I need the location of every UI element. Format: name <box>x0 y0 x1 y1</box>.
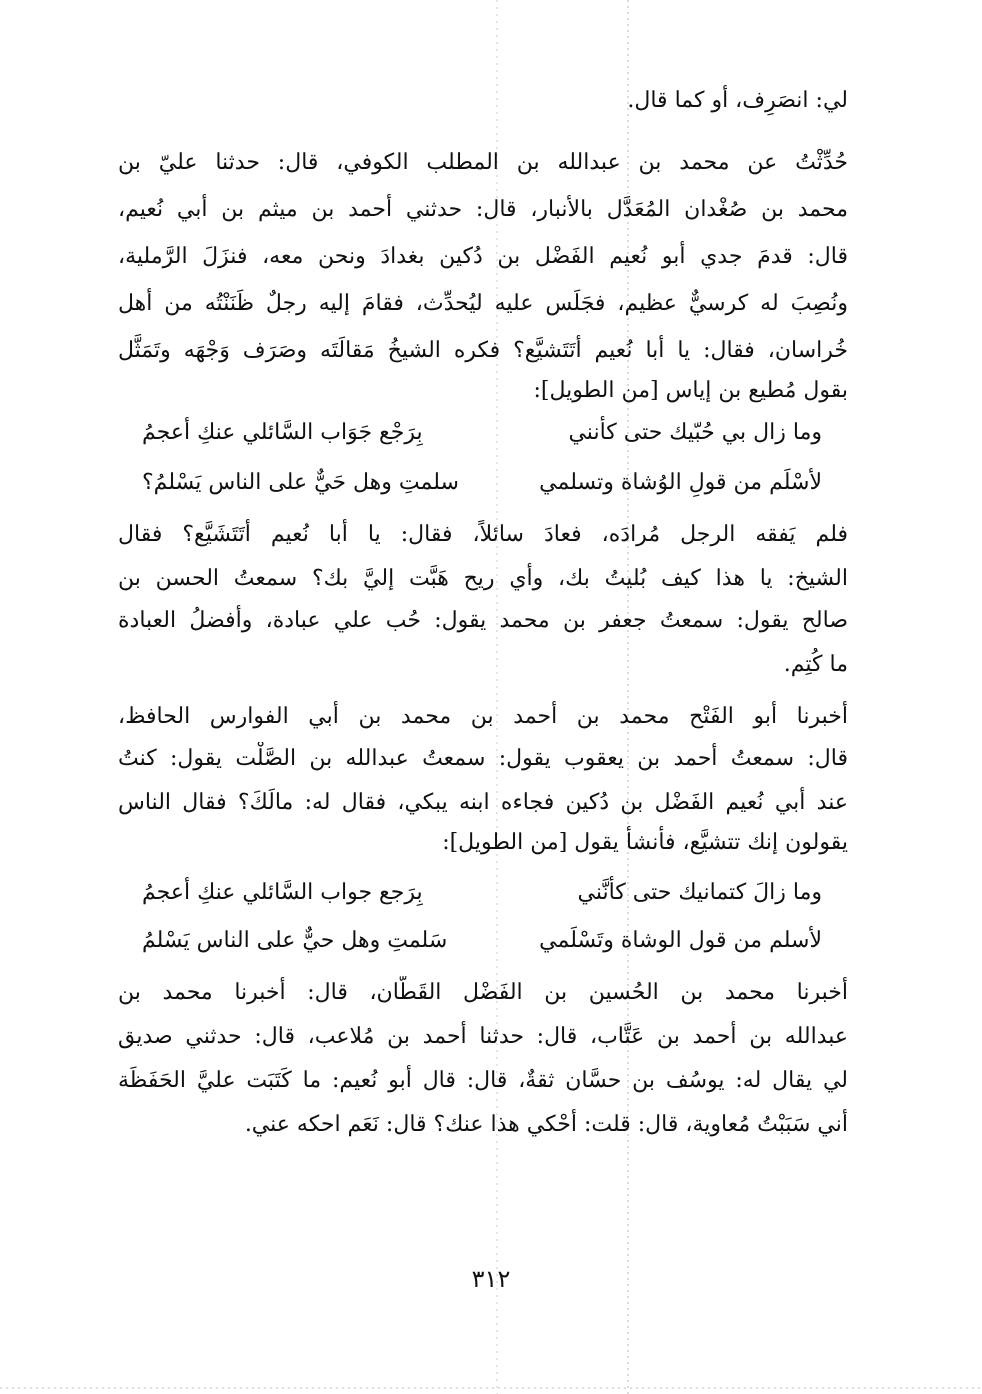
text-line: حُدِّثْتُ عن محمد بن عبدالله بن المطلب الكوفي، قال: حدثنا عليّ بن <box>118 150 848 175</box>
text-line: أخبرنا أبو الفَتْح محمد بن أحمد بن محمد بن أبي الفوارس الحافظ، <box>118 704 848 729</box>
text-line: قال: سمعتُ أحمد بن يعقوب يقول: سمعتُ عبدالله بن الصَّلْت يقول: كنتُ <box>118 746 848 771</box>
verse-hemistich-second: بِرَجع جواب السَّائلي عنكِ أعجمُ <box>142 880 423 905</box>
page-number: ٣١٢ <box>471 1265 511 1293</box>
verse-line <box>142 466 822 500</box>
verse-hemistich-first: وما زال بي حُبّيك حتى كأنني <box>568 420 822 445</box>
verse-line <box>142 924 822 958</box>
text-line: فلم يَفقه الرجل مُرادَه، فعادَ سائلاً، فقال: يا أبا نُعيم أتَتَشَيَّع؟ فقال <box>118 522 848 547</box>
verse-hemistich-first: وما زالَ كتمانيك حتى كأنَّني <box>577 880 822 905</box>
text-line: لي: انصَرِف، أو كما قال. <box>627 88 848 113</box>
verse-hemistich-first: لأسلم من قول الوشاة وتَسْلَمي <box>539 928 822 953</box>
text-line: صالح يقول: سمعتُ جعفر بن محمد يقول: حُب علي عبادة، وأفضلُ العبادة <box>118 608 848 633</box>
text-line: خُراسان، فقال: يا أبا نُعيم أتَتَشيَّع؟ فكره الشيخُ مَقالَتَه وصَرَف وَجْهَه وتَمَثَّل <box>118 338 848 363</box>
text-line: محمد بن صُغْدان المُعَدَّل بالأنبار، قال: حدثني أحمد بن ميثم بن أبي نُعيم، <box>118 197 848 222</box>
verse-hemistich-first: لأسْلَم من قولِ الوُشاة وتسلمي <box>539 470 822 495</box>
text-line: ما كُتِم. <box>783 652 848 677</box>
text-line: أخبرنا محمد بن الحُسين بن الفَضْل القَطَّان، قال: أخبرنا محمد بن <box>118 980 848 1005</box>
text-line: عند أبي نُعيم الفَضْل بن دُكين فجاءه ابنه يبكي، فقال له: مالَكَ؟ فقال الناس <box>118 790 848 815</box>
text-line: الشيخ: يا هذا كيف بُليتُ بك، وأي ريح هَبَّت إليَّ بك؟ سمعتُ الحسن بن <box>118 566 848 591</box>
text-line: عبدالله بن أحمد بن عَتَّاب، قال: حدثنا أحمد بن مُلاعب، قال: حدثني صديق <box>118 1024 848 1049</box>
text-line: أني سَبَبْتُ مُعاوية، قال: قلت: أحْكي هذا عنك؟ قال: نَعَم احكه عني. <box>244 1112 848 1137</box>
text-line: بقول مُطيع بن إياس [من الطويل]: <box>533 378 848 403</box>
text-line: ونُصِبَ له كرسيٌّ عظيم، فجَلَس عليه ليُحدِّث، فقامَ إليه رجلٌ ظَنَنْتُه من أهل <box>118 291 848 316</box>
verse-line <box>142 416 822 450</box>
verse-hemistich-second: سَلمتِ وهل حيٌّ على الناس يَسْلمُ <box>142 928 448 953</box>
verse-hemistich-second: سلمتِ وهل حَيٌّ على الناس يَسْلمُ؟ <box>142 470 459 495</box>
verse-hemistich-second: بِرَجْع جَوَاب السَّائلي عنكِ أعجمُ <box>142 420 423 445</box>
text-line: قال: قدمَ جدي أبو نُعيم الفَضْل بن دُكين بغدادَ ونحن معه، فنزَلَ الرَّملية، <box>118 244 848 269</box>
verse-line <box>142 876 822 910</box>
text-line: يقولون إنك تتشيَّع، فأنشأ يقول [من الطويل]: <box>442 830 848 855</box>
text-line: لي يقال له: يوسُف بن حسَّان ثقةٌ، قال: قال أبو نُعيم: ما كَتَبَت عليَّ الحَفَظَة <box>118 1068 848 1093</box>
